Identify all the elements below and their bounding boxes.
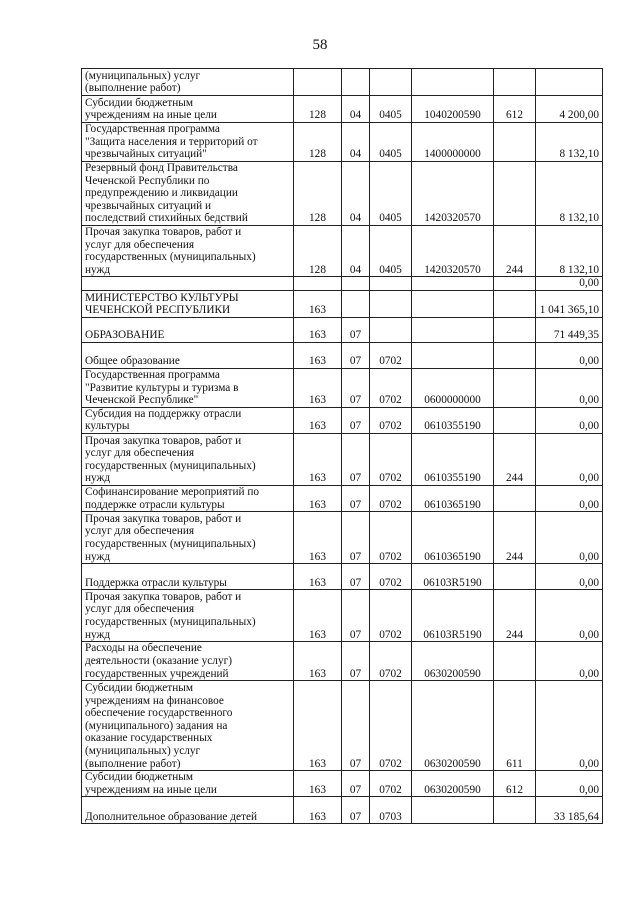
target-article-cell: 1040200590 xyxy=(412,96,494,123)
expense-type-cell xyxy=(494,123,536,162)
item-name-line: обеспечение государственного xyxy=(85,707,233,720)
budget-table xyxy=(81,68,603,824)
ved-cell: 128 xyxy=(294,226,342,277)
item-name-line: услуг для обеспечения xyxy=(85,238,195,251)
item-name-line: Чеченской Республике" xyxy=(85,394,199,407)
amount-cell: 0,00 xyxy=(536,564,603,590)
item-name-cell xyxy=(82,317,294,342)
section-cell: 07 xyxy=(342,771,370,797)
table-row xyxy=(82,642,603,681)
subsection-cell: 0702 xyxy=(370,771,412,797)
item-name-line: "Защита населения и территорий от xyxy=(85,135,258,148)
table-row xyxy=(82,368,603,407)
item-name-line: поддержке отрасли культуры xyxy=(85,498,225,511)
amount-cell: 0,00 xyxy=(536,368,603,407)
amount-cell: 0,00 xyxy=(536,771,603,797)
section-cell: 07 xyxy=(342,564,370,590)
target-article-cell xyxy=(412,317,494,342)
ved-cell: 128 xyxy=(294,123,342,162)
expense-type-cell: 611 xyxy=(494,681,536,771)
target-article-cell xyxy=(412,290,494,317)
subsection-cell: 0702 xyxy=(370,433,412,485)
section-cell: 07 xyxy=(342,485,370,511)
table-row xyxy=(82,433,603,485)
section-cell: 04 xyxy=(342,162,370,226)
target-article-cell: 1420320570 xyxy=(412,162,494,226)
target-article-cell: 0610365190 xyxy=(412,485,494,511)
ved-cell xyxy=(294,277,342,291)
expense-type-cell xyxy=(494,342,536,368)
ved-cell: 163 xyxy=(294,771,342,797)
section-cell xyxy=(342,290,370,317)
expense-type-cell xyxy=(494,564,536,590)
subsection-cell: 0702 xyxy=(370,342,412,368)
subsection-cell: 0703 xyxy=(370,797,412,824)
ved-cell: 128 xyxy=(294,96,342,123)
subsection-cell xyxy=(370,69,412,96)
item-name-line: Поддержка отрасли культуры xyxy=(85,576,227,589)
section-cell: 07 xyxy=(342,797,370,824)
item-name-line: Дополнительное образование детей xyxy=(85,810,258,823)
item-name-line: учреждениям на иные цели xyxy=(85,783,217,796)
subsection-cell: 0405 xyxy=(370,162,412,226)
target-article-cell: 06103R5190 xyxy=(412,590,494,642)
item-name-cell xyxy=(82,368,294,407)
table-row xyxy=(82,342,603,368)
subsection-cell: 0702 xyxy=(370,590,412,642)
amount-cell: 8 132,10 xyxy=(536,123,603,162)
amount-cell: 4 200,00 xyxy=(536,96,603,123)
ved-cell: 128 xyxy=(294,162,342,226)
table-row xyxy=(82,277,603,291)
amount-cell: 8 132,10 xyxy=(536,226,603,277)
section-cell xyxy=(342,277,370,291)
amount-cell: 0,00 xyxy=(536,277,603,291)
target-article-cell xyxy=(412,797,494,824)
amount-cell: 0,00 xyxy=(536,590,603,642)
expense-type-cell xyxy=(494,797,536,824)
ved-cell xyxy=(294,69,342,96)
amount-cell: 0,00 xyxy=(536,642,603,681)
item-name-line: государственных (муниципальных) xyxy=(85,615,256,628)
item-name-line: (муниципального) задания на xyxy=(85,719,228,732)
section-cell: 04 xyxy=(342,226,370,277)
amount-cell: 1 041 365,10 xyxy=(536,290,603,317)
subsection-cell: 0702 xyxy=(370,564,412,590)
item-name-line: последствий стихийных бедствий xyxy=(85,212,248,225)
item-name-cell xyxy=(82,512,294,564)
item-name-line: учреждениям на иные цели xyxy=(85,109,217,122)
item-name-cell xyxy=(82,564,294,590)
target-article-cell: 0630200590 xyxy=(412,681,494,771)
item-name-cell xyxy=(82,433,294,485)
ved-cell: 163 xyxy=(294,681,342,771)
target-article-cell: 0630200590 xyxy=(412,642,494,681)
expense-type-cell: 244 xyxy=(494,512,536,564)
ved-cell: 163 xyxy=(294,433,342,485)
section-cell: 07 xyxy=(342,681,370,771)
target-article-cell: 1400000000 xyxy=(412,123,494,162)
item-name-line: государственных (муниципальных) xyxy=(85,537,256,550)
target-article-cell xyxy=(412,277,494,291)
item-name-cell xyxy=(82,277,294,291)
item-name-line: услуг для обеспечения xyxy=(85,447,195,460)
table-row xyxy=(82,290,603,317)
expense-type-cell xyxy=(494,277,536,291)
table-row xyxy=(82,512,603,564)
amount-cell: 33 185,64 xyxy=(536,797,603,824)
item-name-line: МИНИСТЕРСТВО КУЛЬТУРЫ xyxy=(85,291,239,304)
item-name-line: государственных (муниципальных) xyxy=(85,459,256,472)
item-name-line: Субсидии бюджетным xyxy=(85,96,193,109)
item-name-line: нужд xyxy=(85,263,111,276)
table-row xyxy=(82,226,603,277)
table-row xyxy=(82,162,603,226)
item-name-cell xyxy=(82,226,294,277)
section-cell: 07 xyxy=(342,407,370,433)
item-name-line: чрезвычайных ситуаций" xyxy=(85,148,207,161)
expense-type-cell xyxy=(494,317,536,342)
table-row xyxy=(82,590,603,642)
item-name-line: предупреждению и ликвидации xyxy=(85,187,238,200)
amount-cell: 0,00 xyxy=(536,485,603,511)
amount-cell: 71 449,35 xyxy=(536,317,603,342)
table-row xyxy=(82,564,603,590)
ved-cell: 163 xyxy=(294,564,342,590)
table-row xyxy=(82,797,603,824)
table-row xyxy=(82,485,603,511)
page-number: 58 xyxy=(312,37,328,53)
item-name-line: Государственная программа xyxy=(85,123,220,136)
target-article-cell: 0630200590 xyxy=(412,771,494,797)
section-cell: 07 xyxy=(342,368,370,407)
item-name-line: учреждениям на финансовое xyxy=(85,694,224,707)
subsection-cell: 0702 xyxy=(370,485,412,511)
ved-cell: 163 xyxy=(294,590,342,642)
subsection-cell xyxy=(370,317,412,342)
amount-cell: 0,00 xyxy=(536,407,603,433)
target-article-cell: 0610355190 xyxy=(412,407,494,433)
ved-cell: 163 xyxy=(294,642,342,681)
ved-cell: 163 xyxy=(294,368,342,407)
expense-type-cell xyxy=(494,290,536,317)
item-name-line: Прочая закупка товаров, работ и xyxy=(85,512,242,525)
subsection-cell: 0702 xyxy=(370,642,412,681)
table-row xyxy=(82,96,603,123)
item-name-line: Расходы на обеспечение xyxy=(85,642,202,655)
table-row xyxy=(82,123,603,162)
item-name-line: ОБРАЗОВАНИЕ xyxy=(85,329,165,342)
table-row xyxy=(82,69,603,96)
item-name-line: государственных (муниципальных) xyxy=(85,251,256,264)
item-name-line: Чеченской Республики по xyxy=(85,174,210,187)
target-article-cell: 0610365190 xyxy=(412,512,494,564)
item-name-line: "Развитие культуры и туризма в xyxy=(85,381,239,394)
item-name-line: оказание государственных xyxy=(85,732,213,745)
item-name-cell xyxy=(82,162,294,226)
expense-type-cell: 612 xyxy=(494,96,536,123)
expense-type-cell xyxy=(494,69,536,96)
expense-type-cell xyxy=(494,162,536,226)
subsection-cell xyxy=(370,277,412,291)
item-name-line: чрезвычайных ситуаций и xyxy=(85,199,212,212)
item-name-cell xyxy=(82,681,294,771)
item-name-line: Прочая закупка товаров, работ и xyxy=(85,590,242,603)
expense-type-cell xyxy=(494,642,536,681)
table-row xyxy=(82,317,603,342)
ved-cell: 163 xyxy=(294,407,342,433)
target-article-cell xyxy=(412,69,494,96)
item-name-line: нужд xyxy=(85,628,111,641)
item-name-line: Субсидии бюджетным xyxy=(85,681,193,694)
table-row xyxy=(82,681,603,771)
expense-type-cell xyxy=(494,407,536,433)
item-name-line: нужд xyxy=(85,550,111,563)
subsection-cell xyxy=(370,290,412,317)
table-row xyxy=(82,407,603,433)
ved-cell: 163 xyxy=(294,342,342,368)
item-name-cell xyxy=(82,771,294,797)
item-name-line: Общее образование xyxy=(85,355,180,368)
amount-cell: 0,00 xyxy=(536,512,603,564)
section-cell: 07 xyxy=(342,317,370,342)
section-cell: 07 xyxy=(342,642,370,681)
target-article-cell: 0600000000 xyxy=(412,368,494,407)
section-cell: 07 xyxy=(342,433,370,485)
amount-cell: 8 132,10 xyxy=(536,162,603,226)
item-name-line: (муниципальных) услуг xyxy=(85,69,201,82)
amount-cell: 0,00 xyxy=(536,342,603,368)
section-cell: 07 xyxy=(342,590,370,642)
expense-type-cell xyxy=(494,485,536,511)
item-name-line: Софинансирование мероприятий по xyxy=(85,485,260,498)
item-name-line: (муниципальных) услуг xyxy=(85,744,201,757)
expense-type-cell: 244 xyxy=(494,433,536,485)
subsection-cell: 0405 xyxy=(370,123,412,162)
item-name-line: нужд xyxy=(85,472,111,485)
item-name-cell xyxy=(82,590,294,642)
target-article-cell: 1420320570 xyxy=(412,226,494,277)
subsection-cell: 0702 xyxy=(370,512,412,564)
section-cell: 07 xyxy=(342,342,370,368)
section-cell: 07 xyxy=(342,512,370,564)
item-name-line: услуг для обеспечения xyxy=(85,603,195,616)
subsection-cell: 0702 xyxy=(370,407,412,433)
budget-table-body xyxy=(82,69,603,824)
ved-cell: 163 xyxy=(294,512,342,564)
section-cell xyxy=(342,69,370,96)
ved-cell: 163 xyxy=(294,290,342,317)
item-name-cell xyxy=(82,407,294,433)
table-row xyxy=(82,771,603,797)
ved-cell: 163 xyxy=(294,317,342,342)
item-name-cell xyxy=(82,797,294,824)
item-name-line: (выполнение работ) xyxy=(85,82,181,95)
item-name-cell xyxy=(82,642,294,681)
target-article-cell xyxy=(412,342,494,368)
item-name-line: Прочая закупка товаров, работ и xyxy=(85,226,242,238)
section-cell: 04 xyxy=(342,96,370,123)
item-name-line: Субсидии бюджетным xyxy=(85,771,193,784)
item-name-line: Субсидия на поддержку отрасли xyxy=(85,407,242,420)
item-name-line: Резервный фонд Правительства xyxy=(85,162,238,175)
item-name-line: Прочая закупка товаров, работ и xyxy=(85,434,242,447)
item-name-line: государственных учреждений xyxy=(85,667,229,680)
section-cell: 04 xyxy=(342,123,370,162)
item-name-line: культуры xyxy=(85,420,130,433)
item-name-cell xyxy=(82,485,294,511)
item-name-line: ЧЕЧЕНСКОЙ РЕСПУБЛИКИ xyxy=(85,304,231,317)
amount-cell: 0,00 xyxy=(536,433,603,485)
item-name-line: услуг для обеспечения xyxy=(85,525,195,538)
amount-cell: 0,00 xyxy=(536,681,603,771)
item-name-cell xyxy=(82,123,294,162)
expense-type-cell: 612 xyxy=(494,771,536,797)
ved-cell: 163 xyxy=(294,485,342,511)
expense-type-cell: 244 xyxy=(494,590,536,642)
subsection-cell: 0702 xyxy=(370,368,412,407)
item-name-cell xyxy=(82,96,294,123)
expense-type-cell: 244 xyxy=(494,226,536,277)
expense-type-cell xyxy=(494,368,536,407)
item-name-line: деятельности (оказание услуг) xyxy=(85,654,232,667)
subsection-cell: 0405 xyxy=(370,96,412,123)
target-article-cell: 06103R5190 xyxy=(412,564,494,590)
ved-cell: 163 xyxy=(294,797,342,824)
item-name-line: Государственная программа xyxy=(85,368,220,381)
subsection-cell: 0702 xyxy=(370,681,412,771)
target-article-cell: 0610355190 xyxy=(412,433,494,485)
item-name-cell xyxy=(82,69,294,96)
item-name-cell xyxy=(82,290,294,317)
item-name-cell xyxy=(82,342,294,368)
subsection-cell: 0405 xyxy=(370,226,412,277)
item-name-line: (выполнение работ) xyxy=(85,757,181,770)
amount-cell xyxy=(536,69,603,96)
